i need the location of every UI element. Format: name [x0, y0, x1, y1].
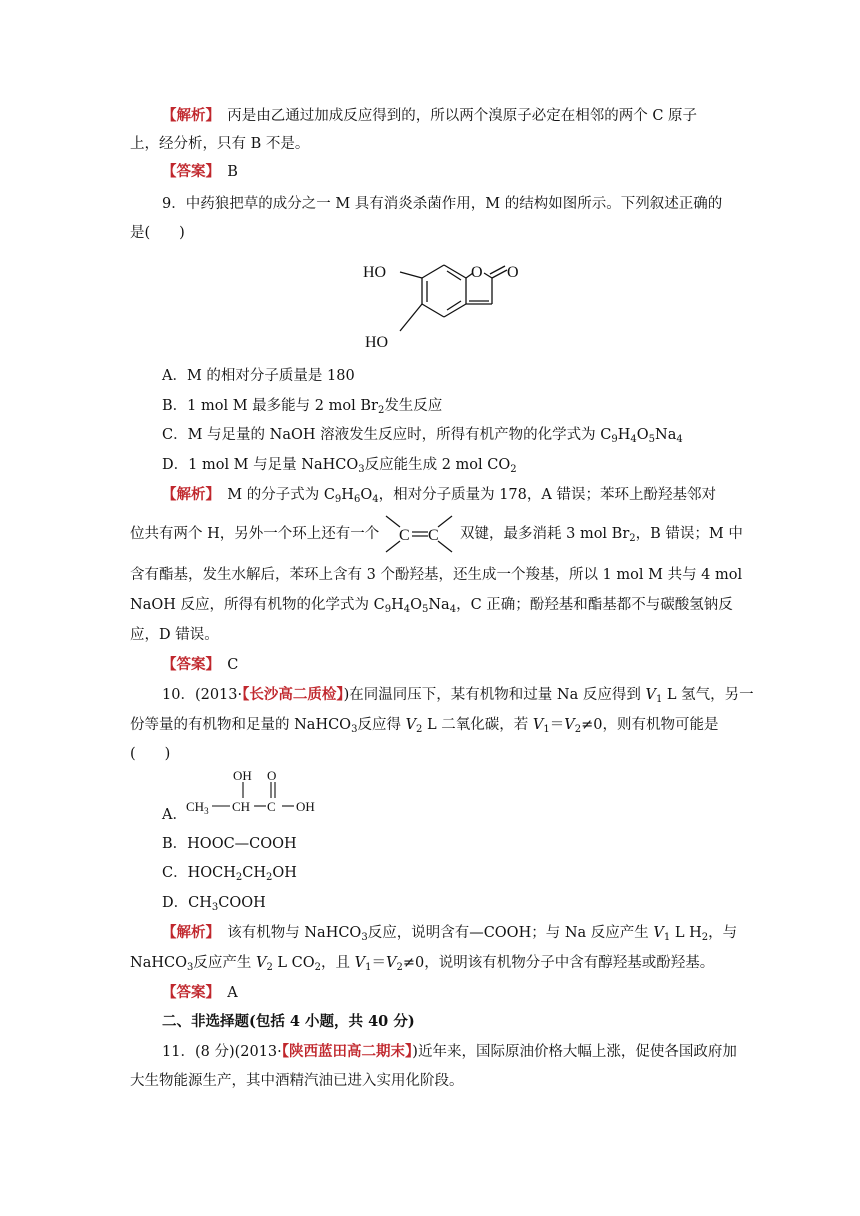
q9-analysis-line-2: 位共有两个 H，另外一个环上还有一个 — [130, 526, 380, 542]
q10-a-oh-top: OH — [233, 768, 252, 783]
q10-analysis-line-1: 【 解析 】 该有机物与 NaHCO$_3$反应，说明含有—COOH；与 Na 反应产生 $V_1$ L $H_2$，与 — [162, 923, 737, 943]
q9-answer: 【 答案 】 C — [162, 655, 238, 675]
q9-analysis-line-4: NaOH 反应，所得有机物的化学式为 $C_9H_4O_5Na_4$，C 正确；酚羟基和酯基都不与碳酸氢钠反 — [130, 597, 733, 615]
q9-option-a: A．M 的相对分子质量是 180 — [162, 368, 355, 384]
q10-option-c: C．$HOCH_2CH_2OH$ — [162, 865, 297, 883]
q10-option-a-structure — [186, 768, 326, 820]
svg-text:C: C — [267, 799, 276, 814]
analysis-label: 【 解析 】 — [162, 486, 213, 503]
q11-source: 【 陕西蓝田高二期末 】 — [282, 1043, 413, 1060]
q9-analysis-line-5: 应，D 错误。 — [130, 627, 219, 643]
cc-right-carbon: C — [428, 527, 439, 544]
carbonyl-oxygen-label: O — [507, 264, 519, 281]
q10-stem-line-1: 10．(2013·【 长沙高二质检 】 )在同温同压下，某有机物和过量 Na 反应得到 $V_1$ L 氢气，另一 — [162, 685, 754, 705]
q10-stem-line-2: 份等量的有机物和足量的 NaHCO$_3$反应得 $V_2$ L 二氧化碳，若 $V_1=V_2\ne 0$，则有机物可能是 — [130, 717, 719, 735]
q10-stem-line-3: ( ) — [130, 746, 171, 762]
svg-text:OH: OH — [296, 799, 315, 814]
svg-text:CH: CH — [232, 799, 251, 814]
q11-stem-line-1: 11．(8 分)(2013·【 陕西蓝田高二期末 】 )近年来，国际原油价格大幅上涨，促使各国政府加 — [162, 1042, 737, 1062]
cc-double-bond-diagram — [382, 510, 456, 558]
q10-option-a-label: A． — [162, 807, 187, 823]
ring-oxygen-label: O — [471, 264, 483, 281]
q10-answer: 【 答案 】 A — [162, 983, 238, 1003]
answer-label: 【 答案 】 — [162, 163, 213, 180]
q10-option-b: B．HOOC—COOH — [162, 836, 297, 852]
q10-source: 【 长沙高二质检 】 — [242, 686, 344, 703]
q8-analysis-line-2: 上，经分析，只有 B 不是。 — [130, 136, 310, 152]
q9-option-c: C．M 与足量的 NaOH 溶液发生反应时，所得有机产物的化学式为 $C_9H_4O_5Na_4$ — [162, 427, 683, 445]
svg-text:CH3: $CH_3$ — [186, 799, 209, 816]
answer-label: 【 答案 】 — [162, 984, 213, 1001]
q9-option-b: B．1 mol M 最多能与 2 mol $Br_2$发生反应 — [162, 398, 443, 416]
cc-left-carbon: C — [399, 527, 410, 544]
q9-option-d: D．1 mol M 与足量 NaHCO$_3$反应能生成 2 mol $CO_2$ — [162, 457, 517, 475]
q9-analysis-line-1: 【 解析 】 M 的分子式为 $C_9H_6O_4$，相对分子质量为 178，A 错误；苯环上酚羟基邻对 — [162, 485, 716, 505]
q9-analysis-line-2-cont: 双键，最多消耗 3 mol $Br_2$，B 错误；M 中 — [460, 526, 743, 544]
ho-bottom-label: HO — [365, 334, 389, 351]
q10-a-o-top: O — [267, 768, 277, 783]
q10-option-d: D．$CH_3COOH$ — [162, 895, 266, 913]
q8-analysis-line-1: 【 解析 】 丙是由乙通过加成反应得到的，所以两个溴原子必定在相邻的两个 C 原子 — [162, 106, 697, 126]
q9-analysis-line-3: 含有酯基，发生水解后，苯环上含有 3 个酚羟基，还生成一个羧基，所以 1 mol M 共与 4 mol — [130, 567, 743, 583]
q11-stem-line-2: 大生物能源生产，其中酒精汽油已进入实用化阶段。 — [130, 1073, 464, 1089]
analysis-label: 【 解析 】 — [162, 107, 213, 124]
answer-label: 【 答案 】 — [162, 656, 213, 673]
q8-answer: 【 答案 】 B — [162, 162, 238, 182]
ho-top-label: HO — [363, 264, 387, 281]
q9-structure-diagram — [355, 255, 535, 355]
q10-analysis-line-2: NaHCO$_3$反应产生 $V_2$ L $CO_2$，且 $V_1=V_2\ne 0$，说明该有机物分子中含有醇羟基或酚羟基。 — [130, 955, 715, 973]
q9-stem-line-2: 是( ) — [130, 225, 185, 241]
section-heading: 二、非选择题(包括 4 小题，共 40 分) — [162, 1013, 415, 1030]
q9-stem-line-1: 9．中药狼把草的成分之一 M 具有消炎杀菌作用，M 的结构如图所示。下列叙述正确的 — [162, 196, 723, 212]
analysis-label: 【 解析 】 — [162, 924, 213, 941]
